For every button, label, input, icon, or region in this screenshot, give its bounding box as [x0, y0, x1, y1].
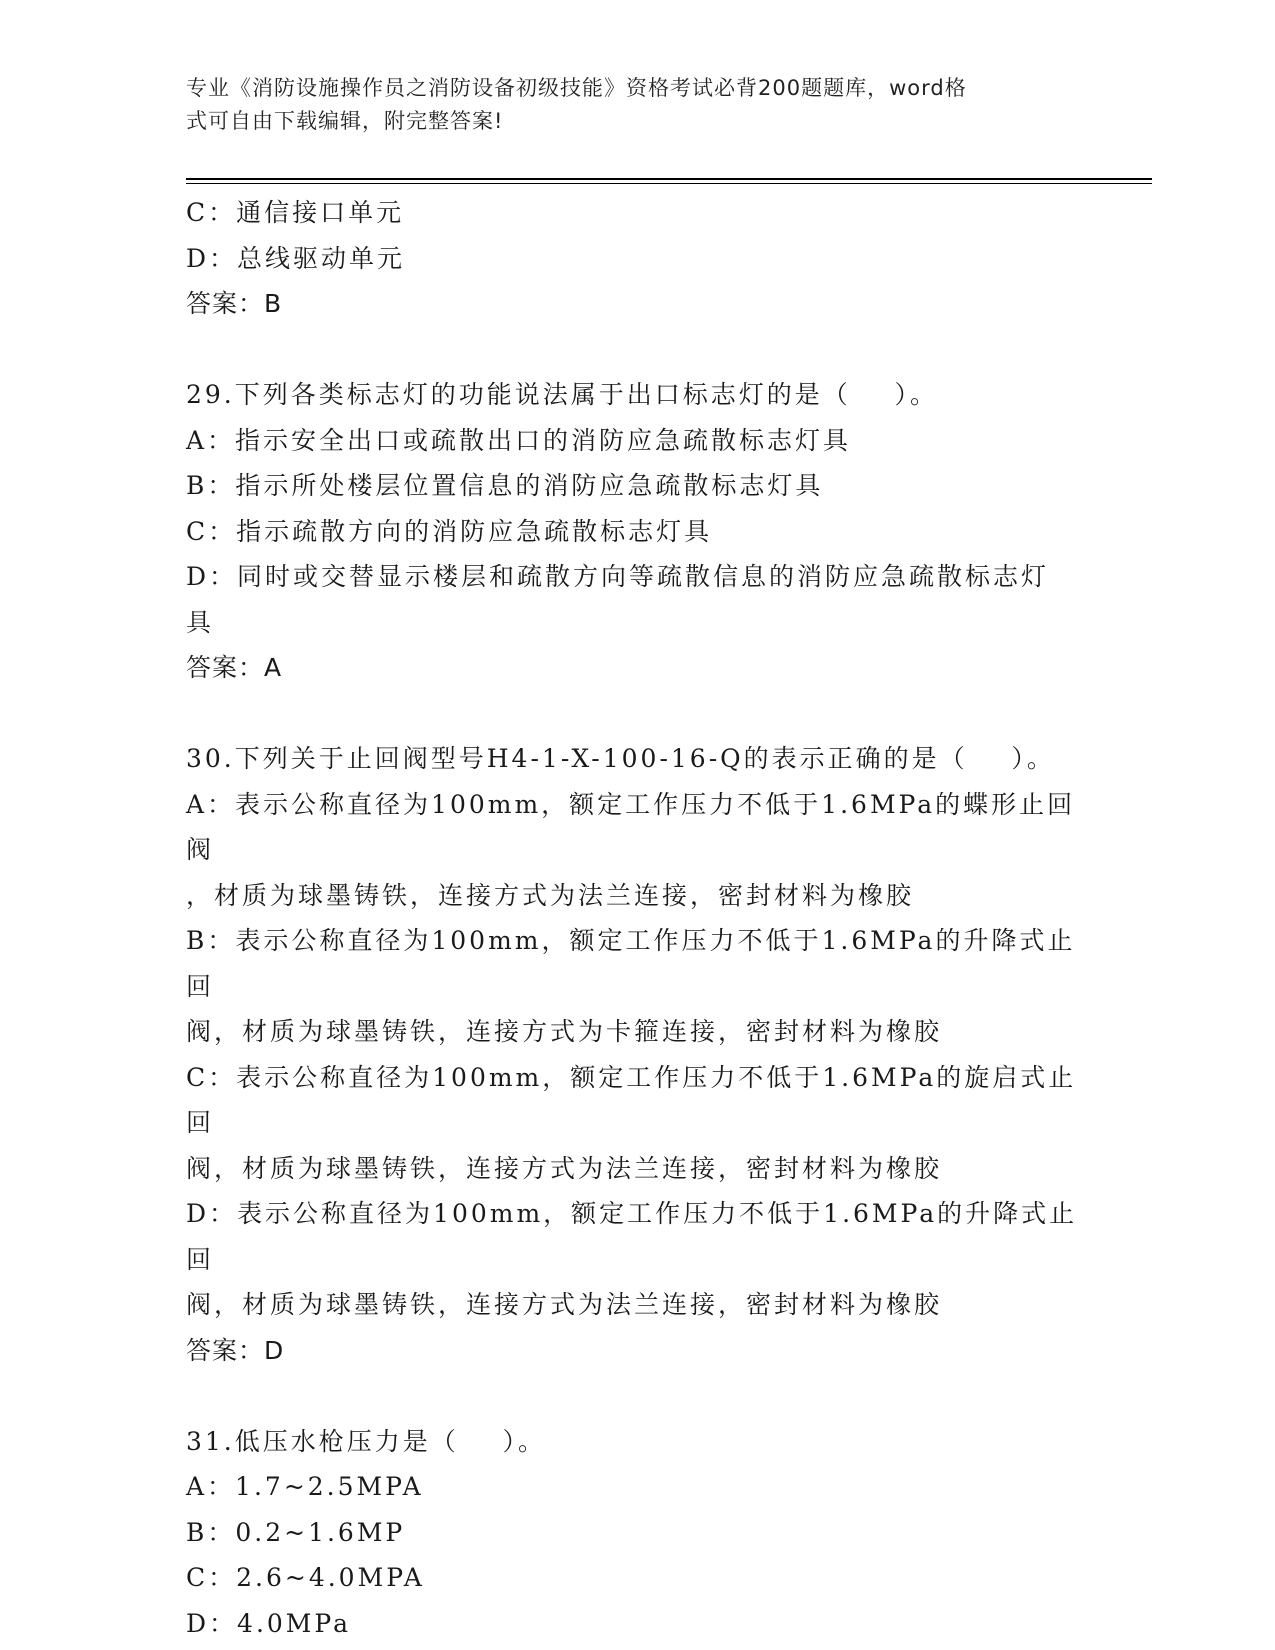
option-c: C：2.6~4.0MPA: [186, 1563, 425, 1592]
question-stem: 31.低压水枪压力是（ ）。: [186, 1426, 547, 1456]
option-d: D：表示公称直径为100mm，额定工作压力不低于1.6MPa的升降式止回: [186, 1199, 1078, 1274]
option-d-continued: 具: [186, 607, 215, 637]
header-rule-thick: [186, 178, 1152, 180]
option-a: A：1.7~2.5MPA: [186, 1472, 424, 1501]
header-line-1: 专业《消防设施操作员之消防设备初级技能》资格考试必背200题题库，word格: [186, 76, 967, 100]
option-a: A：指示安全出口或疏散出口的消防应急疏散标志灯具: [186, 425, 852, 455]
answer: 答案：B: [186, 289, 283, 318]
header-line-2: 式可自由下载编辑，附完整答案!: [186, 109, 504, 133]
question-31: [186, 1419, 1086, 1647]
question-content: [186, 190, 1086, 1646]
option-b: B：0.2~1.6MP: [186, 1517, 406, 1547]
answer: 答案：D: [186, 1335, 285, 1365]
option-c: C：指示疏散方向的消防应急疏散标志灯具: [186, 516, 713, 546]
header-rule-thin: [186, 183, 1152, 184]
option-d: D：同时或交替显示楼层和疏散方向等疏散信息的消防应急疏散标志灯: [186, 562, 1050, 591]
option-d: D：4.0MPa: [186, 1608, 352, 1638]
answer: 答案：A: [186, 653, 283, 682]
option-a-continued: ，材质为球墨铸铁，连接方式为法兰连接，密封材料为橡胶: [186, 880, 915, 910]
document-header: [186, 72, 1086, 138]
option-d-continued: 阀，材质为球墨铸铁，连接方式为法兰连接，密封材料为橡胶: [186, 1290, 943, 1319]
option-c: C：表示公称直径为100mm，额定工作压力不低于1.6MPa的旋启式止回: [186, 1062, 1077, 1137]
option-c: C：通信接口单元: [186, 198, 405, 227]
option-b: B：表示公称直径为100mm，额定工作压力不低于1.6MPa的升降式止回: [186, 926, 1076, 1001]
question-stem: 29.下列各类标志灯的功能说法属于出口标志灯的是（ ）。: [186, 380, 939, 409]
question-30: [186, 736, 1086, 1373]
question-28-tail: [186, 190, 1086, 327]
option-b-continued: 阀，材质为球墨铸铁，连接方式为卡箍连接，密封材料为橡胶: [186, 1017, 943, 1046]
option-a: A：表示公称直径为100mm，额定工作压力不低于1.6MPa的蝶形止回阀: [186, 789, 1076, 864]
option-b: B：指示所处楼层位置信息的消防应急疏散标志灯具: [186, 471, 824, 500]
option-c-continued: 阀，材质为球墨铸铁，连接方式为法兰连接，密封材料为橡胶: [186, 1153, 943, 1183]
option-d: D：总线驱动单元: [186, 243, 406, 273]
question-stem: 30.下列关于止回阀型号H4-1-X-100-16-Q的表示正确的是（ ）。: [186, 744, 1055, 773]
question-29: [186, 372, 1086, 691]
